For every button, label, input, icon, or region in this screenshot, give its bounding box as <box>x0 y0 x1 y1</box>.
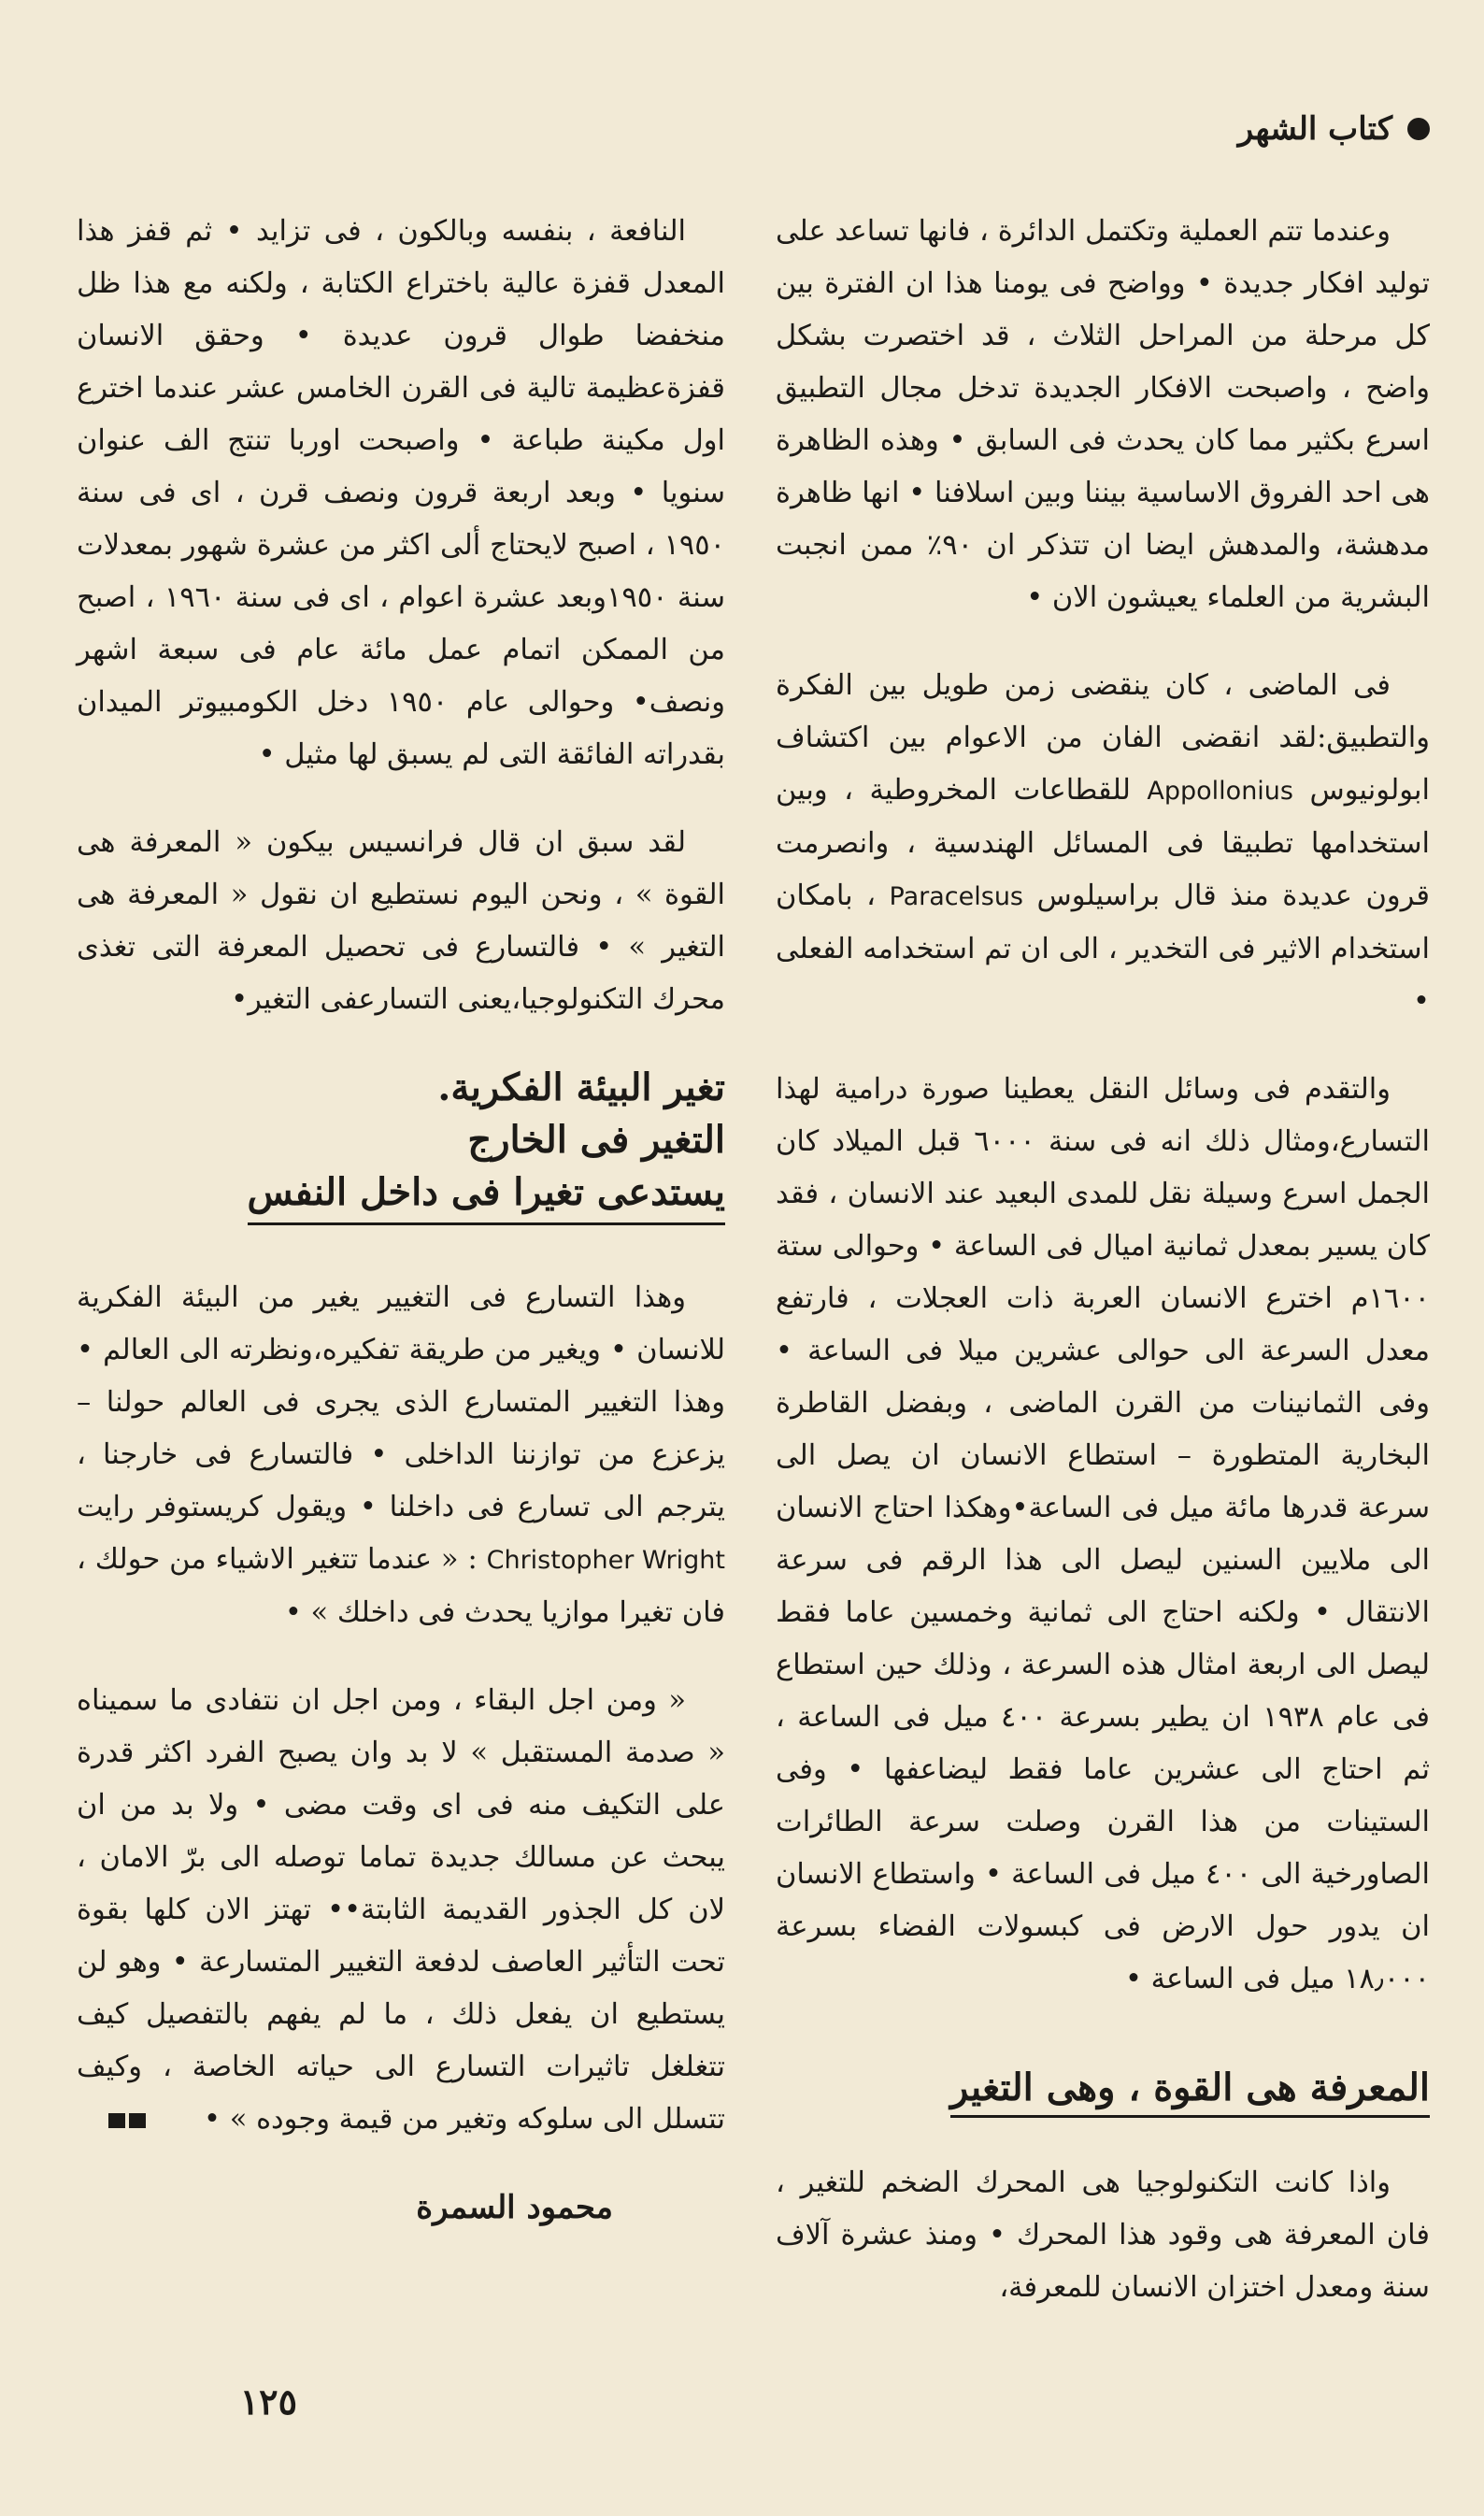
heading-line: تغير البيئة الفكرية. <box>437 1065 725 1109</box>
page-number: ١٢٥ <box>239 2380 297 2423</box>
text-run: وهذا التسارع فى التغيير يغير من البيئة الفكرية للانسان • ويغير من طريقة تفكيره،ونظرته الى العالم • وهذا التغيير المتسارع الذى يجرى فى العالم حولنا – يزعزع من توازننا الداخلى • فالتسارع فى خارجنا ، يترجم الى تسارع فى داخلنا • ويقول كريستوفر رايت <box>77 1281 725 1523</box>
text-run: : « عندما تتغير الاشياء من حولك ، فان تغيرا موازيا يحدث فى داخلك » • <box>77 1543 725 1629</box>
paragraph: والتقدم فى وسائل النقل يعطينا صورة درامية لهذا التسارع،ومثال ذلك انه فى سنة ٦٠٠٠ قبل الميلاد كان الجمل اسرع وسيلة نقل للمدى البعيد عند الانسان ، فقد كان يسير بمعدل ثمانية اميال فى الساعة • وحوالى ستة ١٦٠٠م اخترع الانسان العربة ذات العجلات ، فارتفع معدل السرعة الى حوالى عشرين ميلا فى الساعة • وفى الثمانينات من القرن الماضى ، وبفضل القاطرة البخارية المتطورة – استطاع الانسان ان يصل الى سرعة قدرها مائة ميل فى الساعة•وهكذا احتاج الانسان الى ملايين السنين ليصل الى هذا الرقم فى سرعة الانتقال • ولكنه احتاج الى ثمانية وخمسين عاما فقط ليصل الى اربعة امثال هذه السرعة ، وذلك حين استطاع فى عام ١٩٣٨ ان يطير بسرعة ٤٠٠ ميل فى الساعة ، ثم احتاج الى عشرين عاما فقط ليضاعفها • وفى الستينات من هذا القرن وصلت سرعة الطائرات الصاورخية الى ٤٠٠ ميل فى الساعة • واستطاع الانسان ان يدور حول الارض فى كبسولات الفضاء بسرعة ١٨٫٠٠٠ ميل فى الساعة • <box>776 1073 1430 1995</box>
running-header <box>1238 110 1430 148</box>
text-run: للقطاعات المخروطية ، وبين استخدامها تطبيقا فى المسائل الهندسية ، وانصرمت قرون عديدة منذ قال براسيلوس <box>776 774 1430 912</box>
heading-line: يستدعى تغيرا فى داخل النفس <box>248 1166 725 1225</box>
paragraph: وعندما تتم العملية وتكتمل الدائرة ، فانها تساعد على توليد افكار جديدة • وواضح فى يومنا هذا ان الفترة بين كل مرحلة من المراحل الثلاث ، قد اختصرت بشكل واضح ، واصبحت الافكار الجديدة تدخل مجال التطبيق اسرع بكثير مما كان يحدث فى السابق • وهذه الظاهرة هى احد الفروق الاساسية بيننا وبين اسلافنا • انها ظاهرة مدهشة، والمدهش ايضا ان تتذكر ان ٩٠٪ ممن انجبت البشرية من العلماء يعيشون الان • <box>776 215 1430 614</box>
paragraph: لقد سبق ان قال فرانسيس بيكون « المعرفة هى القوة » ، ونحن اليوم نستطيع ان نقول « المعرفة هى التغير » • فالتسارع فى تحصيل المعرفة التى تغذى محرك التكنولوجيا،يعنى التسارعفى التغير• <box>77 826 725 1016</box>
text-run: ، بامكان استخدام الاثير فى التخدير ، الى ان تم استخدامه الفعلى • <box>776 879 1430 1018</box>
author-name: محمود السمرة <box>416 2189 613 2226</box>
paragraph <box>776 660 1430 1028</box>
bullet-icon <box>1407 118 1430 140</box>
heading-line: التغير فى الخارج <box>467 1118 725 1162</box>
right-column <box>776 206 1430 2350</box>
paragraph <box>77 1675 725 2146</box>
paragraph: واذا كانت التكنولوجيا هى المحرك الضخم للتغير ، فان المعرفة هى وقود هذا المحرك • ومنذ عشرة آلاف سنة ومعدل اختزان الانسان للمعرفة، <box>776 2166 1430 2304</box>
text-run: فى الماضى ، كان ينقضى زمن طويل بين الفكرة والتطبيق:لقد انقضى الفان من الاعوام بين اكتشاف ابولونيوس <box>776 669 1430 807</box>
section-heading <box>776 2062 1430 2114</box>
paragraph <box>77 1272 725 1639</box>
latin-name: Christopher Wright <box>486 1546 725 1575</box>
paragraph: النافعة ، بنفسه وبالكون ، فى تزايد • ثم قفز هذا المعدل قفزة عالية باختراع الكتابة ، ولكنه مع هذا ظل منخفضا طوال قرون عديدة • وحقق الانسان قفزةعظيمة تالية فى القرن الخامس عشر عندما اخترع اول مكينة طباعة • واصبحت اوربا تنتج الف عنوان سنويا • وبعد اربعة قرون ونصف قرن ، اى فى سنة ١٩٥٠ ، اصبح لايحتاج ألى اكثر من عشرة شهور بمعدلات سنة ١٩٥٠وبعد عشرة اعوام ، اى فى سنة ١٩٦٠ ، اصبح من الممكن اتمام عمل مائة عام فى سبعة اشهر ونصف• وحوالى عام ١٩٥٠ دخل الكومبيوتر الميدان بقدراته الفائقة التى لم يسبق لها مثيل • <box>77 215 726 771</box>
section-heading <box>77 1062 725 1225</box>
section-title: كتاب الشهر <box>1237 110 1392 148</box>
end-mark-icon <box>105 2094 185 2146</box>
text-run: « ومن اجل البقاء ، ومن اجل ان نتفادى ما سميناه « صدمة المستقبل » لا بد وان يصبح الفرد اكثر قدرة على التكيف منه فى اى وقت مضى • ولا بد من ان يبحث عن مسالك جديدة تماما توصله الى برّ الامان ، لان كل الجذور القديمة الثابتة•• تهتز الان كلها بقوة تحت التأثير العاصف لدفعة التغيير المتسارعة • وهو لن يستطيع ان يفعل ذلك ، ما لم يفهم بالتفصيل كيف تتغلغل تاثيرات التسارع الى حياته الخاصة ، وكيف تتسلل الى سلوكه وتغير من قيمة وجوده » • <box>77 1684 725 2136</box>
left-column <box>77 206 725 2234</box>
latin-name: Appollonius <box>1147 777 1293 806</box>
section-heading-text: المعرفة هى القوة ، وهى التغير <box>950 2066 1430 2118</box>
latin-name: Paracelsus <box>889 882 1023 911</box>
